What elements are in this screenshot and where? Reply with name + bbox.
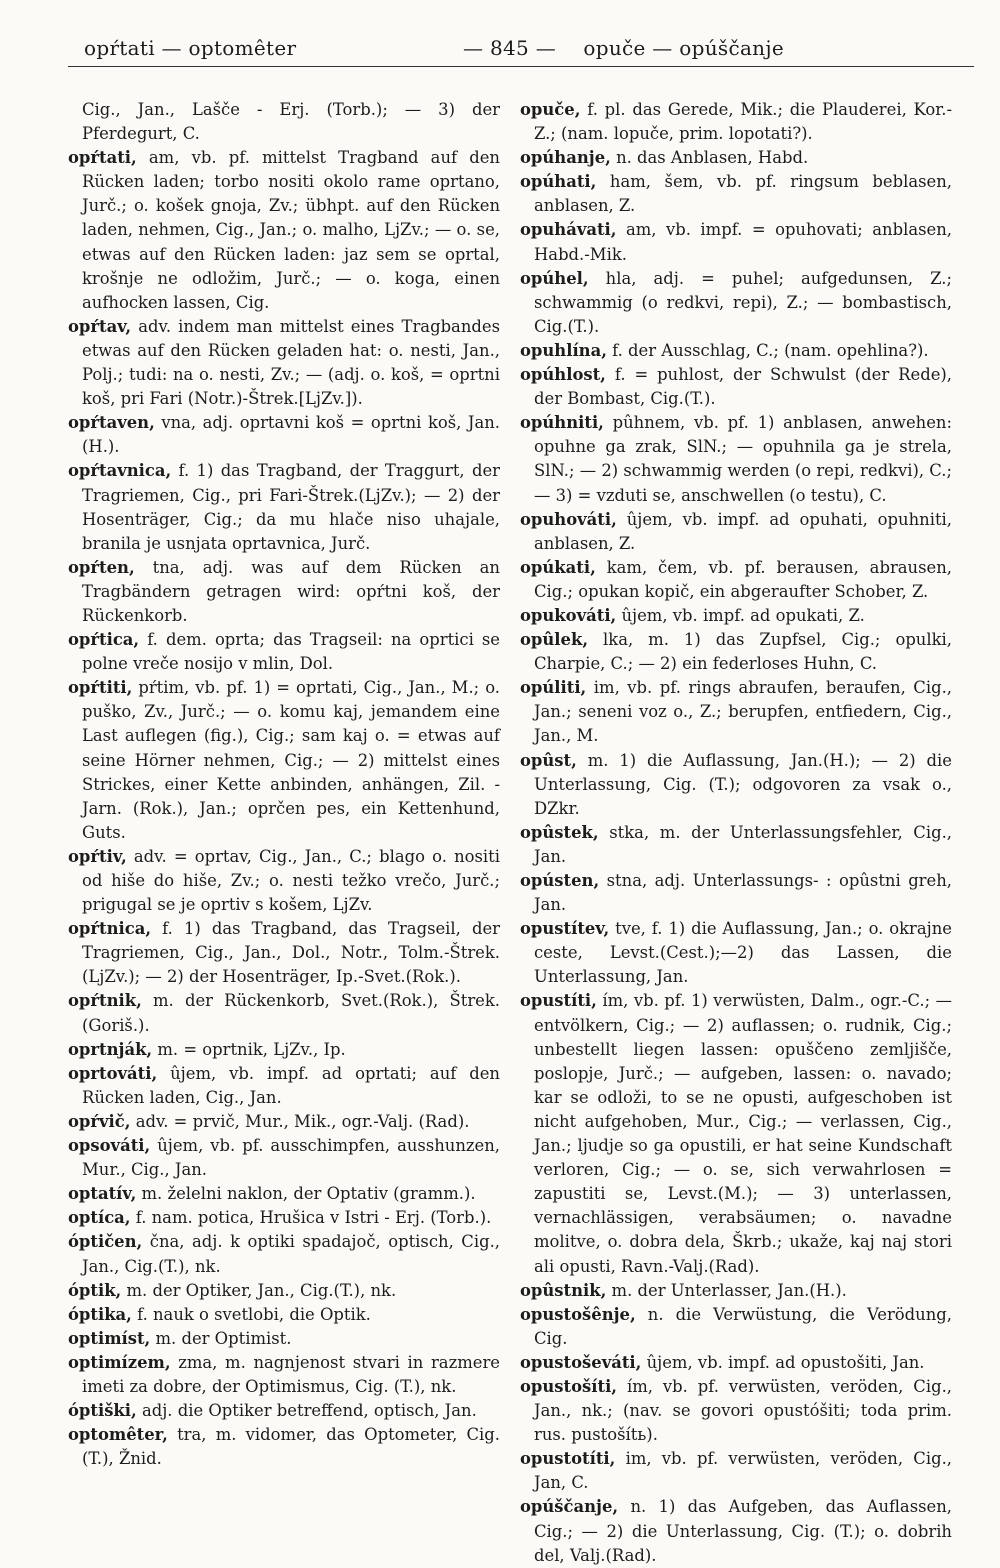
entry-definition: f. pl. das Gerede, Mik.; die Plauderei, Kor.-Z.; (nam. lopuče, prim. lopotati?). bbox=[534, 100, 952, 144]
entry-headword: opúhel, bbox=[520, 268, 589, 288]
entry-headword: opûst, bbox=[520, 750, 577, 770]
entry-headword: opuhováti, bbox=[520, 509, 617, 529]
entry-headword: opŕten, bbox=[68, 557, 135, 577]
dictionary-entry bbox=[520, 1447, 952, 1495]
entry-definition: f. dem. oprta; das Tragseil: na oprtici se polne vreče nosijo v mlin, Dol. bbox=[82, 630, 500, 674]
dictionary-entry bbox=[520, 339, 952, 363]
header-left-guideword: opŕtati — optomêter bbox=[84, 36, 297, 60]
dictionary-entry bbox=[68, 917, 500, 989]
entry-headword: optomêter, bbox=[68, 1425, 168, 1445]
dictionary-entry bbox=[68, 98, 500, 146]
entry-headword: opŕtnica, bbox=[68, 919, 152, 939]
entry-definition: Cig., Jan., Lašče - Erj. (Torb.); — 3) der Pferdegurt, C. bbox=[82, 100, 500, 144]
entry-definition: ûjem, vb. impf. ad oprtati; auf den Rücken laden, Cig., Jan. bbox=[82, 1063, 500, 1107]
dictionary-entry bbox=[68, 1062, 500, 1110]
entry-headword: opukováti, bbox=[520, 605, 617, 625]
entry-headword: opustítev, bbox=[520, 919, 610, 939]
entry-definition: adv. indem man mittelst eines Tragbandes etwas auf den Rücken geladen hat: o. nesti, Jan., Polj.; tudi: na o. nesti, Zv.; — (adj. o. koš, = oprtni koš, pri Fari (Notr.)-Štrek.[LjZv.]). bbox=[82, 316, 500, 409]
entry-headword: opŕtiti, bbox=[68, 678, 133, 698]
entry-headword: optatív, bbox=[68, 1184, 137, 1204]
entry-definition: m. 1) die Auflassung, Jan.(H.); — 2) die Unterlassung, Cig. (T.); odgovoren za vsak o., DZkr. bbox=[534, 750, 952, 818]
dictionary-entry bbox=[520, 556, 952, 604]
entry-definition: tna, adj. was auf dem Rücken an Tragbändern getragen wird: opŕtni koš, der Rückenkorb. bbox=[82, 557, 500, 625]
dictionary-entry bbox=[520, 628, 952, 676]
entry-definition: n. das Anblasen, Habd. bbox=[616, 148, 809, 168]
entry-headword: opúhati, bbox=[520, 172, 597, 192]
entry-headword: opŕtica, bbox=[68, 630, 140, 650]
entry-headword: óptiški, bbox=[68, 1401, 137, 1421]
entry-headword: opŕtav, bbox=[68, 316, 132, 336]
entry-headword: opustíti, bbox=[520, 991, 597, 1011]
entry-definition: adv. = oprtav, Cig., Jan., C.; blago o. nositi od hiše do hiše, Zv.; o. nesti težko vrečo, Jurč.; prigugal se je oprtiv s košem, LjZv. bbox=[82, 846, 500, 915]
dictionary-entry bbox=[520, 821, 952, 869]
entry-definition: f. nam. potica, Hrušica v Istri - Erj. (Torb.). bbox=[135, 1208, 492, 1228]
entry-headword: opúhniti, bbox=[520, 413, 604, 433]
dictionary-entry bbox=[68, 1182, 500, 1206]
entry-definition: čna, adj. k optiki spadajoč, optisch, Cig., Jan., Cig.(T.), nk. bbox=[82, 1232, 500, 1276]
entry-definition: ûjem, vb. pf. ausschimpfen, ausshunzen, Mur., Cig., Jan. bbox=[82, 1136, 500, 1180]
entry-definition: tve, f. 1) die Auflassung, Jan.; o. okrajne ceste, Levst.(Cest.);—2) das Lassen, die Unterlassung, Jan. bbox=[534, 919, 953, 987]
dictionary-entry bbox=[68, 1134, 500, 1182]
entry-headword: optimízem, bbox=[68, 1352, 171, 1372]
entry-definition: kam, čem, vb. pf. berausen, abrausen, Cig.; opukan kopič, ein abgeraufter Schober, Z. bbox=[534, 557, 952, 601]
dictionary-entry bbox=[68, 1206, 500, 1230]
dictionary-entry bbox=[68, 459, 500, 555]
dictionary-entry bbox=[520, 1279, 952, 1303]
entry-headword: opûstek, bbox=[520, 822, 599, 842]
entry-definition: stka, m. der Unterlassungsfehler, Cig., Jan. bbox=[534, 822, 952, 866]
entry-definition: ím, vb. pf. 1) verwüsten, Dalm., ogr.-C.; — entvölkern, Cig.; — 2) auflassen; o. rudnik, Cig.; unbestellt liegen lassen: opuščeno zemljišče, poslopje, Jurč.; — aufgeben, lassen: o. navado; kar se odloži, to se ne opusti, aufgeschoben ist nicht aufgehoben, Mur., Cig.; — verlassen, Cig., Jan.; ljudje so ga opustili, er hat seine Kundschaft verloren, Cig.; — o. se, sich verwahrlosen = zapustiti se, Levst.(M.); — 3) unterlassen, vernachlässigen, verabsäumen; o. navadne molitve, o. dobra dela, Škrb.; ukaže, kaj naj stori ali opusti, Ravn.-Valj.(Rad). bbox=[534, 991, 952, 1276]
dictionary-entry bbox=[520, 267, 952, 339]
entry-headword: opúščanje, bbox=[520, 1497, 619, 1517]
entry-headword: opŕvič, bbox=[68, 1111, 131, 1131]
entry-definition: f. nauk o svetlobi, die Optik. bbox=[137, 1304, 371, 1324]
entry-definition: m. želelni naklon, der Optativ (gramm.). bbox=[141, 1184, 476, 1204]
entry-headword: óptika, bbox=[68, 1304, 132, 1324]
entry-definition: hla, adj. = puhel; aufgedunsen, Z.; schwammig (o redkvi, repi), Z.; — bombastisch, Cig.(T.). bbox=[534, 268, 952, 336]
columns bbox=[68, 98, 974, 1565]
entry-headword: optíca, bbox=[68, 1208, 131, 1228]
entry-definition: zma, m. nagnjenost stvari in razmere imeti za dobre, der Optimismus, Cig. (T.), nk. bbox=[82, 1352, 500, 1396]
dictionary-entry bbox=[68, 1423, 500, 1471]
entry-headword: opustošênje, bbox=[520, 1304, 636, 1324]
dictionary-entry bbox=[520, 363, 952, 411]
dictionary-entry bbox=[68, 411, 500, 459]
entry-headword: opŕtaven, bbox=[68, 413, 155, 433]
entry-headword: opŕtnik, bbox=[68, 991, 142, 1011]
entry-definition: lka, m. 1) das Zupfsel, Cig.; opulki, Charpie, C.; — 2) ein federloses Huhn, C. bbox=[534, 630, 952, 674]
entry-definition: im, vb. pf. verwüsten, veröden, Cig., Jan, C. bbox=[534, 1449, 952, 1493]
entry-definition: m. der Rückenkorb, Svet.(Rok.), Štrek. (Goriš.). bbox=[82, 991, 500, 1035]
entry-headword: opuhlína, bbox=[520, 340, 607, 360]
entry-definition: im, vb. pf. rings abraufen, beraufen, Cig., Jan.; seneni voz o., Z.; berupfen, entfiedern, Cig., Jan., M. bbox=[534, 678, 952, 746]
entry-definition: ûjem, vb. impf. ad opuhati, opuhniti, anblasen, Z. bbox=[534, 509, 952, 553]
entry-definition: f. 1) das Tragband, der Traggurt, der Tragriemen, Cig., pri Fari-Štrek.(LjZv.); — 2) der Hosenträger, Cig.; da mu hlače niso uhajale, branila je usnjata oprtavnica, Jurč. bbox=[82, 461, 500, 553]
entry-definition: f. der Ausschlag, C.; (nam. opehlina?). bbox=[612, 340, 929, 360]
dictionary-entry bbox=[520, 676, 952, 748]
entry-definition: ham, šem, vb. pf. ringsum beblasen, anblasen, Z. bbox=[534, 172, 952, 216]
entry-headword: opustoševáti, bbox=[520, 1352, 642, 1372]
entry-headword: óptik, bbox=[68, 1280, 122, 1300]
entry-headword: opúhanje, bbox=[520, 148, 611, 168]
entry-definition: ûjem, vb. impf. ad opukati, Z. bbox=[621, 605, 865, 625]
dictionary-entry bbox=[68, 628, 500, 676]
entry-headword: opústen, bbox=[520, 871, 600, 890]
page-number: — 845 — bbox=[463, 36, 556, 60]
entry-definition: adj. die Optiker betreffend, optisch, Jan. bbox=[141, 1401, 477, 1421]
entry-definition: stna, adj. Unterlassungs- : opûstni greh, Jan. bbox=[534, 871, 952, 915]
dictionary-entry bbox=[68, 1399, 500, 1423]
entry-definition: pûhnem, vb. pf. 1) anblasen, anwehen: opuhne ga zrak, SlN.; — opuhnila ga je strela, SlN.; — 2) schwammig werden (o repi, redkvi), C.; — 3) = vzduti se, anschwellen (o testu), C. bbox=[534, 413, 952, 505]
dictionary-entry bbox=[68, 1327, 500, 1351]
entry-headword: opúhlost, bbox=[520, 365, 606, 385]
page-header bbox=[68, 36, 974, 76]
entry-headword: opúliti, bbox=[520, 678, 587, 698]
entry-headword: optimíst, bbox=[68, 1328, 151, 1348]
dictionary-entry bbox=[520, 989, 952, 1278]
dictionary-entry bbox=[68, 1279, 500, 1303]
entry-headword: opustošíti, bbox=[520, 1376, 617, 1396]
entry-definition: ûjem, vb. impf. ad opustošiti, Jan. bbox=[646, 1352, 925, 1372]
header-rule bbox=[68, 66, 974, 67]
dictionary-entry bbox=[520, 604, 952, 628]
dictionary-entry bbox=[520, 411, 952, 507]
right-column bbox=[520, 98, 952, 1568]
entry-definition: f. = puhlost, der Schwulst (der Rede), der Bombast, Cig.(T.). bbox=[534, 365, 952, 409]
dictionary-entry bbox=[520, 869, 952, 917]
entry-headword: oprtnják, bbox=[68, 1039, 153, 1059]
dictionary-entry bbox=[68, 989, 500, 1037]
entry-headword: opûlek, bbox=[520, 630, 589, 650]
dictionary-entry bbox=[68, 676, 500, 845]
dictionary-entry bbox=[68, 1230, 500, 1278]
entry-definition: tra, m. vidomer, das Optometer, Cig.(T.), Žnid. bbox=[82, 1425, 501, 1469]
dictionary-entry bbox=[520, 749, 952, 821]
entry-headword: opûstnik, bbox=[520, 1280, 607, 1300]
dictionary-entry bbox=[68, 146, 500, 315]
entry-headword: opustotíti, bbox=[520, 1449, 616, 1469]
dictionary-entry bbox=[520, 218, 952, 266]
dictionary-entry bbox=[520, 98, 952, 146]
dictionary-entry bbox=[520, 1303, 952, 1351]
entry-definition: pŕtim, vb. pf. 1) = oprtati, Cig., Jan., M.; o. puško, Zv., Jurč.; — o. komu kaj, jemandem eine Last auflegen (fig.), Cig.; sam kaj o. = etwas auf seine Hörner nehmen, Cig.; — 2) mittelst eines Strickes, einer Kette anbinden, anhängen, Zil. - Jarn. (Rok.), Jan.; oprčen pes, ein Kettenhund, Guts. bbox=[82, 678, 500, 842]
entry-definition: n. die Verwüstung, die Verödung, Cig. bbox=[534, 1304, 952, 1348]
entry-definition: am, vb. pf. mittelst Tragband auf den Rücken laden; torbo nositi okolo rame oprtano, Jurč.; o. košek gnoja, Zv.; übhpt. auf den Rücken laden, nehmen, Cig., Jan.; o. malho, LjZv.; — o. se, etwas auf den Rücken laden: jaz sem se oprtal, krošnje ne odložim, Jurč.; — o. koga, einen aufhocken lassen, Cig. bbox=[82, 148, 500, 312]
entry-definition: n. 1) das Aufgeben, das Auflassen, Cig.; — 2) die Unterlassung, Cig. (T.); o. dobrih del, Valj.(Rad). bbox=[534, 1497, 952, 1565]
left-column bbox=[68, 98, 500, 1471]
entry-headword: opsováti, bbox=[68, 1136, 151, 1156]
entry-definition: m. der Unterlasser, Jan.(H.). bbox=[611, 1280, 847, 1300]
dictionary-entry bbox=[520, 170, 952, 218]
dictionary-entry bbox=[68, 1110, 500, 1134]
dictionary-entry bbox=[520, 917, 952, 989]
entry-headword: óptičen, bbox=[68, 1232, 143, 1252]
header-right-guideword: opuče — opúščanje bbox=[583, 36, 784, 60]
dictionary-entry bbox=[520, 508, 952, 556]
entry-headword: opŕtiv, bbox=[68, 846, 127, 866]
entry-definition: vna, adj. oprtavni koš = oprtni koš, Jan.(H.). bbox=[82, 413, 500, 457]
dictionary-entry bbox=[68, 1303, 500, 1327]
entry-headword: opúkati, bbox=[520, 557, 596, 577]
entry-headword: opŕtati, bbox=[68, 148, 137, 168]
entry-definition: ím, vb. pf. verwüsten, veröden, Cig., Jan., nk.; (nav. se govori opustóšiti; toda prim. rus. pustošítь). bbox=[534, 1376, 952, 1445]
dictionary-entry bbox=[520, 146, 952, 170]
entry-definition: f. 1) das Tragband, das Tragseil, der Tragriemen, Cig., Jan., Dol., Notr., Tolm.-Štrek.(LjZv.); — 2) der Hosenträger, Ip.-Svet.(Rok.). bbox=[82, 919, 500, 987]
dictionary-entry bbox=[68, 845, 500, 917]
entry-definition: adv. = prvič, Mur., Mik., ogr.-Valj. (Rad). bbox=[135, 1111, 470, 1131]
entry-headword: opuhávati, bbox=[520, 220, 617, 240]
dictionary-entry bbox=[68, 556, 500, 628]
entry-headword: opuče, bbox=[520, 100, 581, 119]
dictionary-entry bbox=[520, 1375, 952, 1447]
entry-definition: m. der Optimist. bbox=[155, 1328, 292, 1348]
entry-definition: am, vb. impf. = opuhovati; anblasen, Habd.-Mik. bbox=[534, 220, 952, 264]
dictionary-entry bbox=[68, 1351, 500, 1399]
dictionary-entry bbox=[520, 1495, 952, 1567]
entry-definition: m. = oprtnik, LjZv., Ip. bbox=[157, 1039, 346, 1059]
dictionary-entry bbox=[68, 1038, 500, 1062]
dictionary-entry bbox=[520, 1351, 952, 1375]
entry-headword: oprtováti, bbox=[68, 1063, 158, 1083]
entry-definition: m. der Optiker, Jan., Cig.(T.), nk. bbox=[126, 1280, 397, 1300]
dictionary-entry bbox=[68, 315, 500, 411]
entry-headword: opŕtavnica, bbox=[68, 461, 172, 481]
